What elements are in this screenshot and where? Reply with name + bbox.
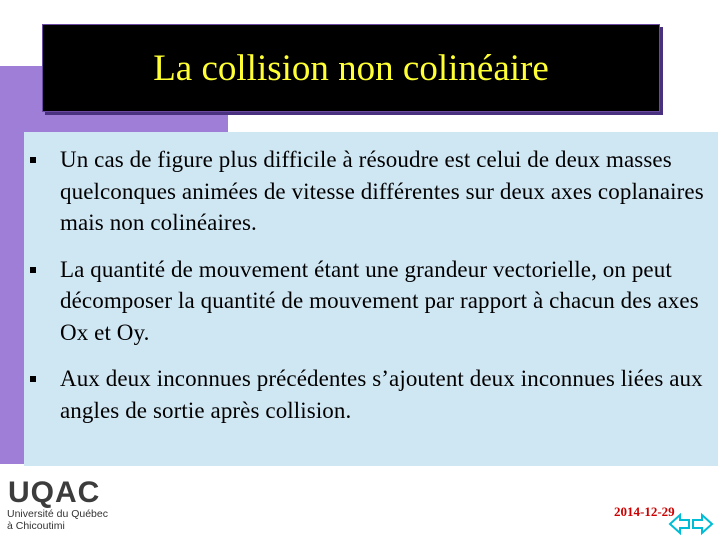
nav-right-arrow[interactable]	[693, 515, 712, 533]
title-banner	[42, 24, 660, 112]
bullet-list	[24, 144, 704, 441]
square-bullet-icon	[30, 376, 36, 382]
bullet-text: Aux deux inconnues précédentes s’ajoutent deux inconnues liées aux angles de sortie après collision.	[60, 366, 703, 423]
logo-city-line: à Chicoutimi	[7, 520, 65, 532]
bullet-item	[24, 144, 704, 239]
bullet-item	[24, 363, 704, 426]
bullet-text: Un cas de figure plus difficile à résoudre est celui de deux masses quelconques animées de vitesse différentes sur deux axes coplanaires mais non colinéaires.	[60, 147, 704, 235]
slide-title: La collision non colinéaire	[153, 47, 549, 89]
uqac-logo	[6, 478, 126, 538]
slide-date: 2014-12-29	[614, 504, 675, 519]
bullet-text: La quantité de mouvement étant une grandeur vectorielle, on peut décomposer la quantité de mouvement par rapport à chacun des axes Ox et Oy.	[60, 256, 699, 345]
logo-university-line: Université du Québec	[7, 508, 108, 520]
logo-wordmark: UQAC	[8, 476, 101, 509]
square-bullet-icon	[30, 267, 36, 273]
left-right-arrows-icon[interactable]	[668, 512, 714, 536]
bullet-item	[24, 254, 704, 349]
square-bullet-icon	[30, 157, 36, 163]
nav-left-arrow[interactable]	[670, 515, 689, 533]
